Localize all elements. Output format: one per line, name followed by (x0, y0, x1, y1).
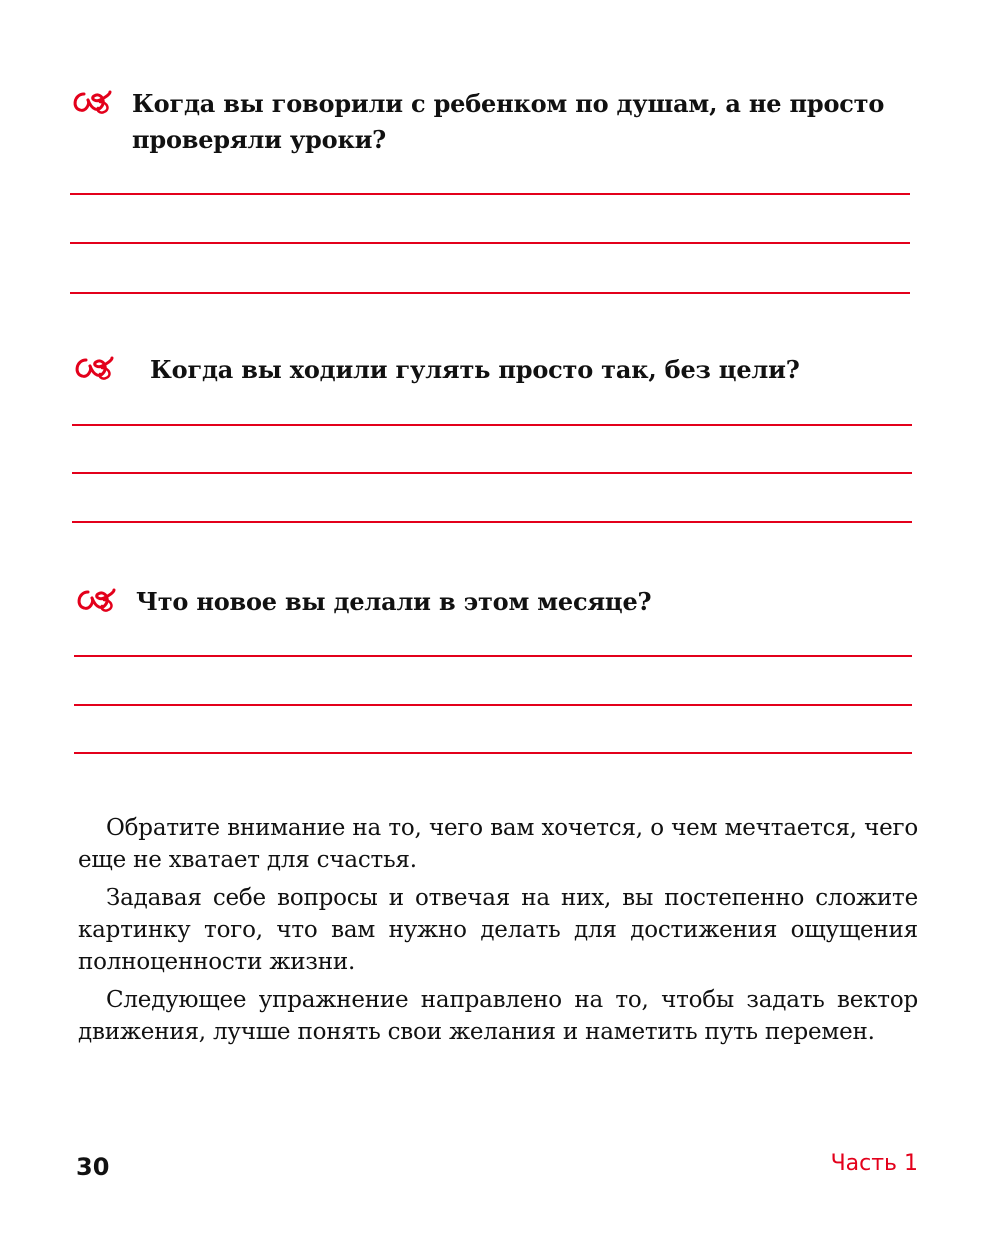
question-2-text: Когда вы ходили гулять просто так, без цели? (150, 355, 800, 384)
question-2-row (70, 352, 915, 388)
paragraph-1: Обратите внимание на то, чего вам хочется, о чем мечтается, чего еще не хватает для счастья. (78, 815, 918, 873)
red-flourish-icon (74, 586, 118, 614)
answer-line (70, 242, 910, 244)
answer-line (70, 292, 910, 294)
red-flourish-icon (72, 354, 116, 382)
question-3-text: Что новое вы делали в этом месяце? (136, 587, 652, 616)
answer-line (74, 752, 912, 754)
page-number: 30 (76, 1153, 110, 1181)
answer-line (72, 521, 912, 523)
answer-line (72, 472, 912, 474)
answer-line (74, 704, 912, 706)
answer-line (74, 655, 912, 657)
question-1-row (70, 86, 915, 158)
question-1 (70, 86, 915, 158)
body-text (78, 812, 918, 1054)
answer-line (72, 424, 912, 426)
question-2 (70, 352, 915, 388)
paragraph-3: Следующее упражнение направлено на то, чтобы задать вектор движения, лучше понять свои желания и наметить путь перемен. (78, 987, 918, 1045)
question-3-row (70, 584, 915, 620)
red-flourish-icon (70, 88, 114, 116)
answer-line (70, 193, 910, 195)
paragraph-2: Задавая себе вопросы и отвечая на них, вы постепенно сложите картинку того, что вам нужно делать для достижения ощущения полноценности жизни. (78, 885, 918, 975)
part-label: Часть 1 (830, 1151, 918, 1176)
question-3 (70, 584, 915, 620)
question-1-text: Когда вы говорили с ребенком по душам, а не просто проверяли уроки? (132, 89, 885, 154)
